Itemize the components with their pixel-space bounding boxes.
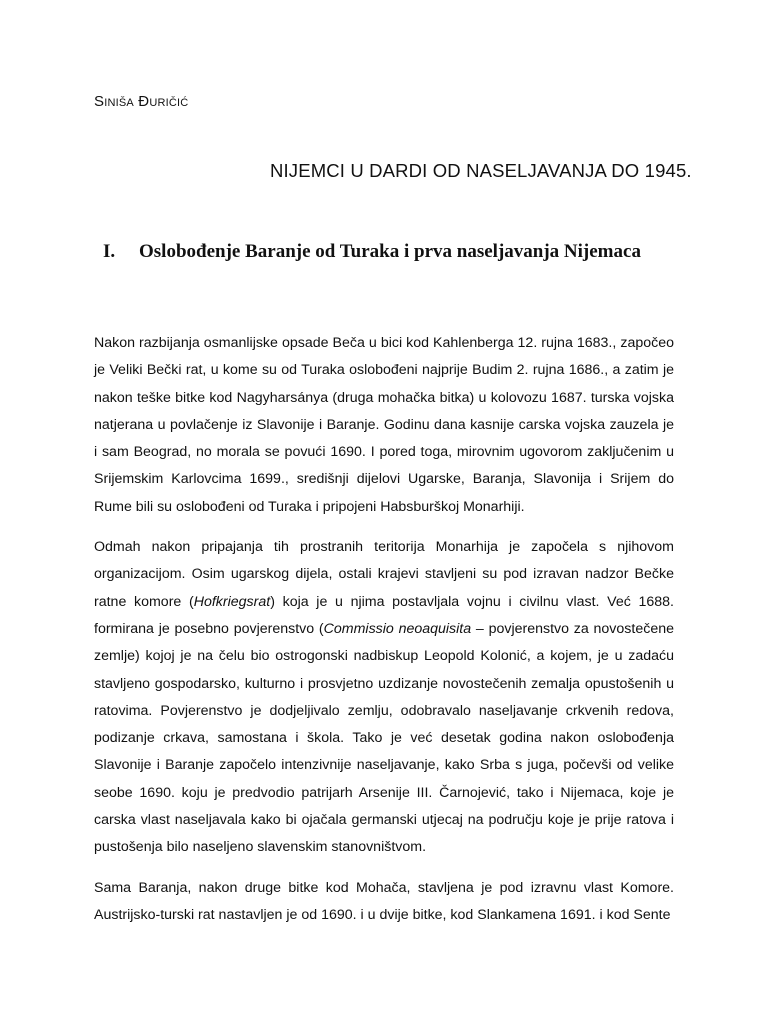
term-hofkriegsrat: Hofkriegsrat [193,593,271,610]
body-text [94,330,674,942]
chapter-heading [103,237,663,266]
author-name: Siniša Đuričić [94,93,189,110]
chapter-title: Oslobođenje Baranje od Turaka i prva naseljavanja Nijemaca [139,241,641,262]
paragraph-1 [94,330,674,521]
paragraph-3-text: Sama Baranja, nakon druge bitke kod Mohača, stavljena je pod izravnu vlast Komore. Austrijsko-turski rat nastavljen je od 1690. i u dvije bitke, kod Slankamena 1691. i kod Sente [94,879,674,923]
paragraph-2 [94,534,674,862]
document-title: NIJEMCI U DARDI OD NASELJAVANJA DO 1945. [270,160,692,181]
paragraph-1-text: Nakon razbijanja osmanlijske opsade Beča u bici kod Kahlenberga 12. rujna 1683., započeo je Veliki Bečki rat, u kome su od Turaka oslobođeni najprije Budim 2. rujna 1686., a zatim je nakon teške bitke kod Nagyharsánya (druga mohačka bitka) u kolovozu 1687. turska vojska natjerana u povlačenje iz Slavonije i Baranje. Godinu dana kasnije carska vojska zauzela je i sam Beograd, no morala se povući 1690. I pored toga, mirovnim ugovorom zaključenim u Srijemskim Karlovcima 1699., središnji dijelovi Ugarske, Baranja, Slavonija i Srijem do Rume bili su oslobođeni od Turaka i pripojeni Habsburškoj Monarhiji. [94,335,674,515]
paragraph-2-text-b: ) koja je u njima postavljala vojnu i civilnu vlast. Već 1688. formirana je posebno povjerenstvo ( [94,593,674,637]
chapter-number: I. [103,241,116,262]
paragraph-3 [94,875,674,930]
term-commissio-neoaquisita: Commissio neoaquisita [323,620,472,637]
paragraph-2-text-a: Odmah nakon pripajanja tih prostranih teritorija Monarhija je započela s njihovom organizacijom. Osim ugarskog dijela, ostali krajevi stavljeni su pod izravan nadzor Bečke ratne komore ( [94,539,674,610]
paragraph-2-text-c: – povjerenstvo za novostečene zemlje) kojoj je na čelu bio ostrogonski nadbiskup Leopold Kolonić, a kojem, je u zadaću stavljeno gospodarsko, kulturno i prosvjetno uzdizanje novostečenih zemalja opustošenih u ratovima. Povjerenstvo je dodjeljivalo zemlju, odobravalo naseljavanje crkvenih redova, podizanje crkava, samostana i škola. Tako je već desetak godina nakon oslobođenja Slavonije i Baranje započelo intenzivnije naseljavanje, kako Srba s juga, počevši od velike seobe 1690. koju je predvodio patrijarh Arsenije III. Čarnojević, tako i Nijemaca, koje je carska vlast naseljavala kako bi ojačala germanski utjecaj na području koje je prije ratova i pustošenja bilo naseljeno slavenskim stanovništvom. [94,620,674,856]
